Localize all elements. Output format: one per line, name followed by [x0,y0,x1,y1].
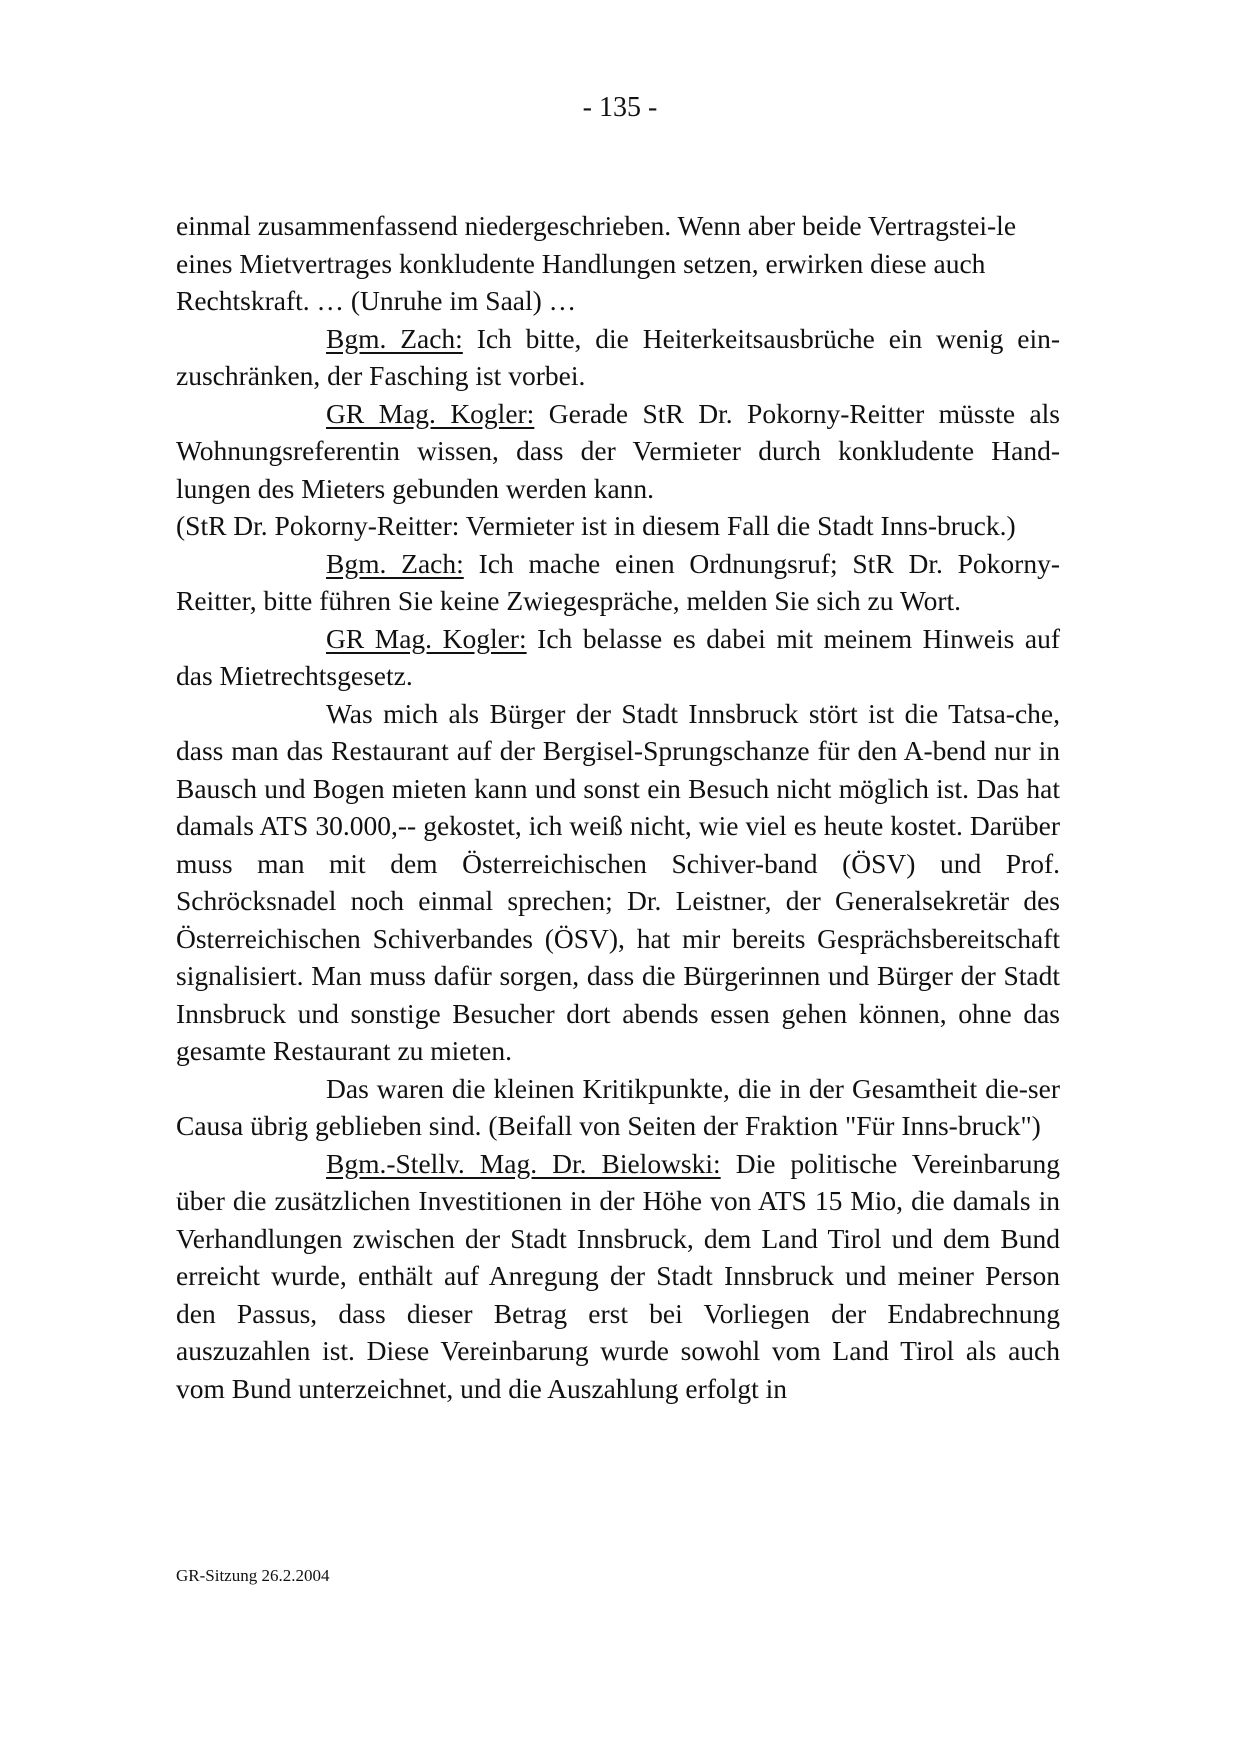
interjection-text: (StR Dr. Pokorny-Reitter: Vermieter ist in diesem Fall die Stadt Inns-bruck.) [176,510,1016,541]
speech-gr-kogler [176,395,1060,508]
speech-text: Gerade StR Dr. Pokorny-Reitter müsste als Wohnungsreferentin wissen, dass der Vermieter durch konkludente Hand-lungen des Mieters gebunden werden kann. [176,397,1060,504]
paragraph-continuation [176,207,1060,320]
speech-bgm-zach [176,320,1060,395]
speaker-label: GR Mag. Kogler: [326,622,527,654]
speaker-label: Bgm.-Stellv. Mag. Dr. Bielowski: [326,1147,721,1179]
paragraph-text: Was mich als Bürger der Stadt Innsbruck stört ist die Tatsa-che, dass man das Restaurant auf der Bergisel-Sprungschanze für den A-bend nur in Bausch und Bogen mieten kann und sonst ein Besuch nicht möglich ist. Das hat damals ATS 30.000,-- gekostet, ich weiß nicht, wie viel es heute kostet. Darüber muss man mit dem Österreichischen Schiver-band (ÖSV) und Prof. Schröcksnadel noch einmal sprechen; Dr. Leistner, der Generalsekretär des Österreichischen Schiverbandes (ÖSV), hat mir bereits Gesprächsbereitschaft signalisiert. Man muss dafür sorgen, dass die Bürgerinnen und Bürger der Stadt Innsbruck und sonstige Besucher dort abends essen gehen können, ohne das gesamte Restaurant zu mieten. [176,697,1060,1066]
paragraph [176,1070,1060,1145]
speech-text: Ich mache einen Ordnungsruf; StR Dr. Pokorny-Reitter, bitte führen Sie keine Zwiegespräche, melden Sie sich zu Wort. [176,547,1060,616]
interjection [176,507,1060,545]
paragraph-text: Das waren die kleinen Kritikpunkte, die in der Gesamtheit die-ser Causa übrig geblieben sind. (Beifall von Seiten der Fraktion "Für Inns-bruck") [176,1072,1060,1141]
speech-text: Ich belasse es dabei mit meinem Hinweis auf das Mietrechtsgesetz. [176,622,1061,691]
speaker-label: Bgm. Zach: [326,547,464,579]
body-text [176,207,1060,1407]
footer-session-date: GR-Sitzung 26.2.2004 [176,1566,330,1585]
speaker-label: Bgm. Zach: [326,322,463,354]
speech-text: Die politische Vereinbarung über die zusätzlichen Investitionen in der Höhe von ATS 15 Mio, die damals in Verhandlungen zwischen der Stadt Innsbruck, dem Land Tirol und dem Bund erreicht wurde, enthält auf Anregung der Stadt Innsbruck und meiner Person den Passus, dass dieser Betrag erst bei Vorliegen der Endabrechnung auszuzahlen ist. Diese Vereinbarung wurde sowohl vom Land Tirol als auch vom Bund unterzeichnet, und die Auszahlung erfolgt in [176,1147,1061,1404]
speech-bgm-stellv-bielowski [176,1145,1060,1408]
speaker-label: GR Mag. Kogler: [326,397,535,429]
speech-bgm-zach [176,545,1060,620]
speech-text: Ich bitte, die Heiterkeitsausbrüche ein wenig ein-zuschränken, der Fasching ist vorbei. [176,322,1060,391]
paragraph-text: einmal zusammenfassend niedergeschrieben. Wenn aber beide Vertragstei-le eines Mietvertrages konkludente Handlungen setzen, erwirken diese auch Rechtskraft. … (Unruhe im Saal) … [176,210,1017,316]
speech-gr-kogler [176,620,1060,695]
page-number: - 135 - [582,92,658,123]
paragraph [176,695,1060,1070]
